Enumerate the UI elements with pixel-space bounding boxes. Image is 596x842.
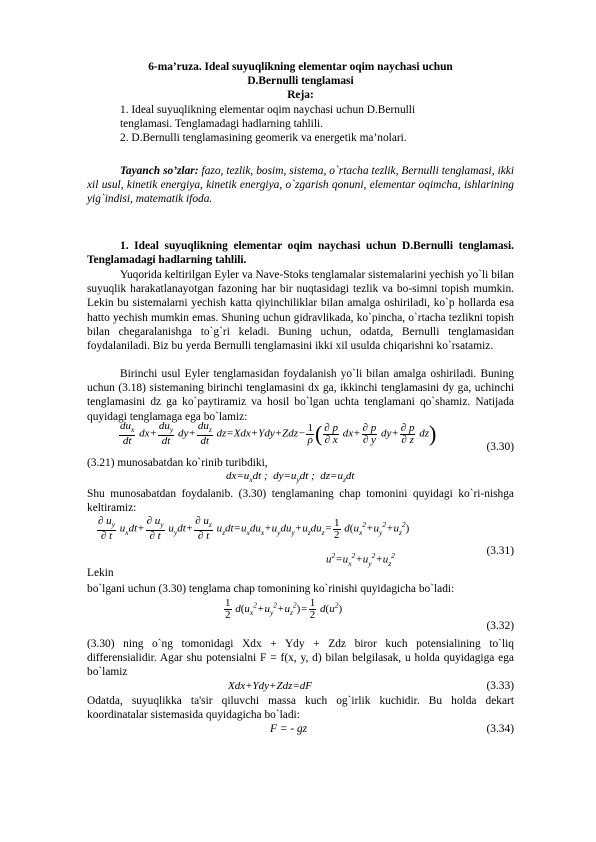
plan-item-1-text-a: 1. Ideal suyuqlikning elementar oqim naychasi uchun D.Bernulli (120, 104, 416, 116)
paragraph-1: Yuqorida keltirilgan Eyler va Nave-Stoks tenglamalar sistemalarini yechish yo`li bilan suyuqlik harakatlanayotgan fazoning har bir nuqtasidagi tezlik va bo-simni topish mumkin. Lekin bu sistemalarni yechish katta qiyinchiliklar bilan amalga oshiriladi, ko`p hollarda esa hatto yechish mumkin emas. Shuning uchun gidravlikada, ko`pincha, o`rtacha tezlikni topish bilan chegaralanishga to`g`ri keladi. Buning uchun, odatda, Bernulli tenglamasidan foydalaniladi. Biz bu yerda Bernulli tenglamasini ikki xil usulda chiqarishni ko`rsatamiz. (87, 269, 514, 353)
paragraph-7: Odatda, suyuqlikka ta'sir qiluvchi massa kuch og`irlik kuchidir. Bu holda dekart koordinatalar sistemasida quyidagicha bo`ladi: (87, 695, 514, 722)
plan-item-1-cont: tenglamasi. Tenglamadagi hadlarning tahlili. (120, 118, 324, 130)
equation-number-3-30: (3.30) (486, 441, 514, 453)
paragraph-4: Shu munosabatdan foydalanib. (3.30) tenglamaning chap tomonini quyidagi ko`ri-nishga keltiramiz: (87, 488, 514, 515)
paragraph-5: bo`lgani uchun (3.30) tenglama chap tomonining ko`rinishi quyidagicha bo`ladi: (87, 583, 455, 595)
equation-number-3-32: (3.32) (486, 620, 514, 632)
lecture-title (87, 60, 514, 103)
keywords-label: Tayanch so’zlar: (120, 165, 199, 177)
paragraph-2: Birinchi usul Eyler tenglamasidan foydalanish yo`li bilan amalga oshiriladi. Buning uchun (3.18) sistemaning birinchi tenglamasini dx ga, ikkinchi tenglamasini dy ga, uchinchi tenglamasini dz ga ko`paytiramiz va hosil bo`lgan uchta tenglamani qo`shamiz. Natijada quyidagi tenglamaga ega bo`lamiz: (87, 368, 514, 423)
equation-number-3-31: (3.31) (486, 545, 514, 557)
equation-3-34: F = - gz (270, 723, 308, 735)
plan-item-1 (120, 103, 514, 117)
lekin-word: Lekin (87, 567, 114, 579)
title-line-1: 6-ma’ruza. Ideal suyuqlikning elementar oqim naychasi uchun (148, 61, 453, 73)
equation-substitution: $dx=u_xdt$ ; $dy=u_ydt$ ; $dz=u_zdt$ (226, 470, 355, 485)
equation-number-3-33: (3.33) (486, 680, 514, 692)
equation-3-33: Xdx+Ydy+Zdz=dF (228, 680, 312, 692)
plan-label: Reja: (287, 89, 314, 102)
keywords-text: fazo, tezlik, bosim, sistema, o`rtacha tezlik, Bernulli tenglamasi, ikki xil usul, kinetik energiya, kinetik energiya, o`zgarish qonuni, elementar oqimcha, ishlarining yig`indisi, matematik ifoda. (87, 165, 515, 206)
equation-number-3-34: (3.34) (486, 723, 514, 735)
equation-3-31: $\frac{\partial u_y}{\partial t}$ $u_xdt+$ $\frac{\partial u_y}{\partial t}$ $u_ydt+$ $\frac{\partial u_z}{\partial t}$ $u_zdt=u_xdu_x+u_ydu_y+u_zdu_z=$ $\frac{1}{2}$ $d(u_x^2+u_y^2+u_z^2)$ (98, 515, 410, 543)
paragraph-6: (3.30) ning o`ng tomonidagi Xdx + Ydy + Zdz biror kuch potensialining to`liq differensialidir. Agar shu potensialni F = f(x, y, d) bilan belgilasak, u holda quyidagiga ega bo`lamiz (87, 638, 514, 679)
equation-u-squared: $u^2=u_x^2+u_y^2+u_z^2$ (326, 551, 395, 568)
section-heading: 1. Ideal suyuqlikning elementar oqim naychasi uchun D.Bernulli tenglamasi. Tenglamadagi hadlarning tahlili. (87, 240, 514, 267)
title-line-2: D.Bernulli tenglamasi (247, 75, 354, 88)
equation-3-32: $\frac{1}{2}$ $d(u_x^2+u_y^2+u_z^2)=$ $\frac{1}{2}$ $d(u^2)$ (225, 597, 343, 621)
keywords-paragraph (87, 164, 514, 207)
paragraph-3: (3.21) munosabatdan ko`rinib turibdiki, (87, 457, 268, 469)
equation-3-30: $\frac{du_x}{dt}$ dx+ $\frac{du_y}{dt}$ dy+ $\frac{du_z}{dt}$ dz=Xdx+Ydy+Zdz− $\frac{1}{\rho}$ ( $\frac{\partial p}{\partial x}$ dx+ $\frac{\partial p}{\partial y}$ dy+ $\frac{\partial p}{\partial z}$ dz) (120, 420, 437, 448)
plan-item-2: 2. D.Bernulli tenglamasining geomerik va energetik ma’nolari. (120, 132, 407, 144)
